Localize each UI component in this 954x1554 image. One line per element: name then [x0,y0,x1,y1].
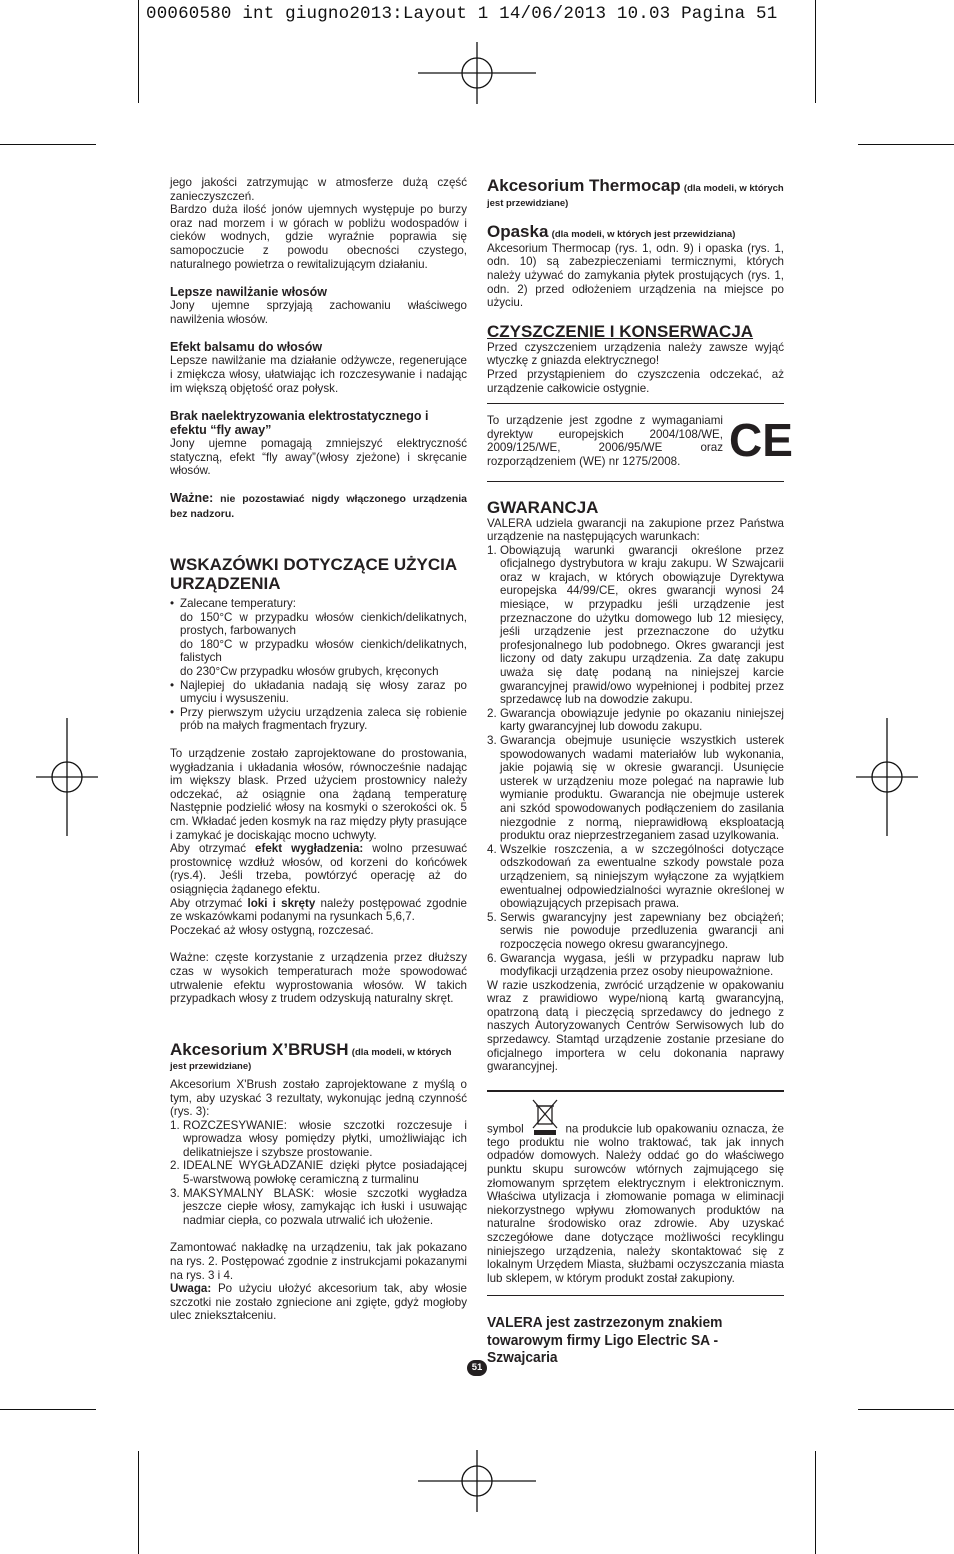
heading-xbrush: Akcesorium X’BRUSH (dla modeli, w których jest przewidziane) [170,1039,452,1073]
crop-mark [858,144,954,145]
heading-balsam: Efekt balsamu do włosów [170,340,323,355]
crop-mark [815,1451,816,1554]
crop-mark [815,0,816,103]
paragraph: Jony ujemne pomagają zmniejszyć elektryczność statyczną, efekt “fly away”(włosy zjeżone) i skręcanie włosów. [170,437,467,478]
list-item: • Najlepiej do układania nadają się włosy zaraz po umyciu i wysuszeniu. [170,679,467,706]
list-item: 3. MAKSYMALNY BLASK: włosie szczotki wygładza jeszcze ciepłe włosy, zamykając ich łuski i usuwając nadmiar ciepła, co pozwala utrwalić ich ułożenie. [170,1186,467,1227]
warning-note: Ważne: nie pozostawiać nigdy włączonego urządzenia bez nadzoru. [170,490,467,520]
page-number-badge: 51 [467,1360,487,1376]
crop-mark [138,0,139,103]
list-item: 3. Gwarancja obejmuje usunięcie wszystkich usterek spowodowanych wadami materiałów lub wykonania, jakie pojawią się w okresie gwarancji. Usunięcie usterek w urządzeniu moze polegać na naprawie lub wymianie produktu. Gwarancja nie obejmuje usterek ani szkód spowodowanych podłączeniem do zasilania niezgodnie z normą, nieprawidłową eksploatacją produktu oraz nieprzestrzeganiem zasad uzylkowania. [487,734,784,843]
list-item: 1. ROZCZESYWANIE: włosie szczotki rozczesuje i wprowadza włosy pomiędzy płytki, umożliwiając ich delikatniejsze i szybsze prostowanie. [170,1118,467,1159]
heading-thermocap: Akcesorium Thermocap (dla modeli, w których jest przewidziane) [487,176,784,209]
list-item: 1. Obowiązują warunki gwarancji określone przez oficjalnego dystrybutora w kraju zakupu. W Szwajcarii oraz w krajach, w których obowiązuje Dyrektywa europejska 44/99/CE, okres gwarancji wynosi 24 miesiące, w przypadku jeśli urządzenie jest przeznaczone do użytku domowego lub 12 miesięcy, jeśli urządzenie jest przeznaczone do użytku profesjonalnego lub podobnego. Okres gwarancji jest liczony od daty zakupu urządzenia. Za datę zakupu uważa się datę podaną na niniejszej karcie gwarancyjnej prawid/owo wypełnionej i podbitej przez sprzedawcę lub na dowodzie zakupu. [487,543,784,707]
list-item: • Zalecane temperatury: do 150°C w przypadku włosów cienkich/delikatnych, prostych, farbowanych do 180°C w przypadku włosów cienkich/delikatnych, falistych do 230°Cw przypadku włosów grubych, kręconych [170,597,467,679]
paragraph: Przed czyszczeniem urządzenia należy zawsze wyjąć wtyczkę z gniazda elektrycznego! [487,340,784,368]
heading-moisturising: Lepsze nawilżanie włosów [170,285,327,300]
paragraph: Aby otrzymać efekt wygładzenia: wolno przesuwać prostownicę wzdłuż włosów, od korzeni do końcówek (rys.4). Jeśli trzeba, powtórzyć operację aż do osiągnięcia żądanego efektu. [170,842,467,896]
registration-mark-bottom [418,1450,536,1512]
registration-mark-right [856,718,918,836]
crossed-bin-icon [530,1098,560,1136]
divider [487,403,784,404]
paragraph: Zamontować nakładkę na urządzeniu, tak jak pokazano na rys. 2. Postępować zgodnie z instrukcjami pokazanymi na rys. 3 i 4. [170,1241,467,1282]
list-item: • Przy pierwszym użyciu urządzenia zaleca się robienie prób na małych fragmentach fryzury. [170,706,467,733]
trademark-note: VALERA jest zastrzezonym znakiem towarowym firmy Ligo Electric SA - Szwajcaria [487,1314,723,1367]
list-item: 4. Wszelkie roszczenia, a w szczególności dotyczące odszkodowań za ewentualne szkody powstale poza urządzeniem, są niniejszym wyłączone za wyjątkiem ewentualnej odpowiedzialności wyraznie określonej w obowiązujących przepisach prawa. [487,842,784,911]
ce-block [487,414,793,468]
divider [487,481,784,482]
heading-warranty: GWARANCJA [487,497,599,517]
heading-usage-tips: WSKAZÓWKI DOTYCZĄCE UŻYCIA URZĄDZENIA [170,555,457,594]
paragraph: Przed przystąpieniem do czyszczenia odczekać, aż urządzenie całkowicie ostygnie. [487,367,784,395]
list-item: 2. Gwarancja obowiązuje jedynie po okazaniu niniejszej karty gwarancyjnej lub dowodu zakupu. [487,706,784,734]
crop-mark [138,1451,139,1554]
heading-opaska: Opaska (dla modeli, w których jest przewidziana) [487,222,736,242]
list-item: 2. IDEALNE WYGŁADZANIE dzięki płytce posiadającej 5-warstwową powłokę ceramiczną z turmalinu [170,1159,467,1187]
paragraph: Uwaga: Po użyciu ułożyć akcesorium tak, aby włosie szczotki nie zostało zgniecione ani zgięte, gdyż mogłoby ulec zniekształceniu. [170,1282,467,1323]
divider [487,1090,784,1092]
svg-text:CE: CE [729,414,793,467]
heading-antistatic: Brak naelektryzowania elektrostatycznego i efektu “fly away” [170,409,429,438]
paragraph: Lepsze nawilżanie ma działanie odżywcze, regenerujące i zmiękcza włosy, ułatwiając ich rozczesywanie i nadając im większą objętość oraz połysk. [170,354,467,395]
paragraph: To urządzenie jest zgodne z wymaganiami dyrektyw europejskich 2004/108/WE, 2009/125/WE, 2006/95/WE oraz rozporządzeniem (WE) nr 1275/2008. [487,414,723,468]
registration-mark-top [418,42,536,104]
paragraph: Jony ujemne sprzyjają zachowaniu właściwego nawilżenia włosów. [170,299,467,326]
weee-paragraph: symbol na produkcie lub opakowaniu oznacza, że tego produktu nie wolno traktować, tak jak innych odpadów domowych. Należy oddać go do właściwego punktu skupu surowców wtórnych zajmującego się złomowanym sprzętem elektrycznym i elektronicznym. Właściwa utylizacja i złomowanie pomaga w eliminacji niekorzystnego wpływu złomowanych produktów na naturalne środowisko oraz zdrowie. Aby uzyskać szczegółowe dane dotyczące możliwości recyklingu niniejszego urządzenia, należy skontaktować się z lokalnym Urzędem Miasta, służbami oczyszczania miasta lub sklepem, w którym produkt został zakupiony. [487,1098,784,1286]
usage-tips-list [170,597,467,733]
paragraph: W razie uszkodzenia, zwrócić urządzenie w opakowaniu wraz z prawidiowo wype/nioną kartą gwarancyjną, opatrzoną datą i pieczęcią sprzedawcy do jednego z naszych Autoryzowanych Centrów Serwisowych lub do sprzedawcy. Stamtąd urządzenie zostanie przesiane do oficjalnego importera w celu dokonania naprawy gwarancyjnej. [487,978,784,1074]
paragraph: To urządzenie zostało zaprojektowane do prostowania, wygładzania i układania włosów, równocześnie nadając im większy blask. Przed użyciem prostownicy należy odczekać, aż osiągnie ona żądaną temperaturę Następnie podzielić włosy na kosmyki o szerokości ok. 5 cm. Wkładać jeden kosmyk na raz między płyty prasujące i zamykać je dociskając mocno uchwyty. [170,747,467,842]
divider [487,1295,784,1296]
crop-mark [858,1409,954,1410]
heading-cleaning: CZYSZCZENIE I KONSERWACJA [487,321,754,341]
paragraph: Bardzo duża ilość jonów ujemnych występuje po burzy oraz nad morzem i w górach w pobliżu wodospadów i cieków wodnych, gdzie wyraźnie poprawia się samopoczucie z powodu obecności czystego, naturalnego powietrza o rewitalizującym działaniu. [170,203,467,271]
paragraph: Akcesorium X'Brush zostało zaprojektowane z myślą o tym, aby uzyskać 3 rezultaty, wykonując jedną czynność (rys. 3): [170,1077,467,1119]
registration-mark-left [36,718,98,836]
list-item: 5. Serwis gwarancyjny jest zapewniany bez obciążeń; serwis nie powoduje przedluzenia gwarancji ani rozpoczęcia nowego okresu gwarancyjnego. [487,910,784,951]
right-column [487,176,793,1367]
crop-mark [0,144,96,145]
paragraph: Poczekać aż włosy ostygną, rozczesać. [170,923,374,937]
xbrush-list [170,1119,467,1228]
left-column [170,176,467,1323]
list-item: 6. Gwarancja wygasa, jeśli w przypadku napraw lub modyfikacji urządzenia przez osoby nieupoważnione. [487,951,784,979]
paragraph: VALERA udziela gwarancji na zakupione przez Państwa urządzenie na następujących warunkach: [487,516,784,544]
paragraph: jego jakości zatrzymując w atmosferze dużą część zanieczyszczeń. [170,176,467,203]
print-slug: 00060580 int giugno2013:Layout 1 14/06/2013 10.03 Pagina 51 [146,4,778,24]
paragraph: Aby otrzymać loki i skręty należy postępować zgodnie ze wskazówkami podanymi na rysunkach 5,6,7. [170,896,467,924]
crop-mark [0,1409,96,1410]
paragraph: Akcesorium Thermocap (rys. 1, odn. 9) i opaska (rys. 1, odn. 10) są zabezpieczeniami termicznymi, których należy używać do zamykania płytek prostujących (rys. 1, odn. 2) przed odłożeniem urządzenia na miejsce po użyciu. [487,241,784,310]
warranty-list [487,544,784,979]
paragraph: Ważne: częste korzystanie z urządzenia przez dłuższy czas w wysokich temperaturach może spowodować utrwalenie efektu wyprostowania włosów. W takich przypadkach włosy z trudem odzyskują naturalny skręt. [170,951,467,1006]
ce-mark-icon [727,414,793,467]
